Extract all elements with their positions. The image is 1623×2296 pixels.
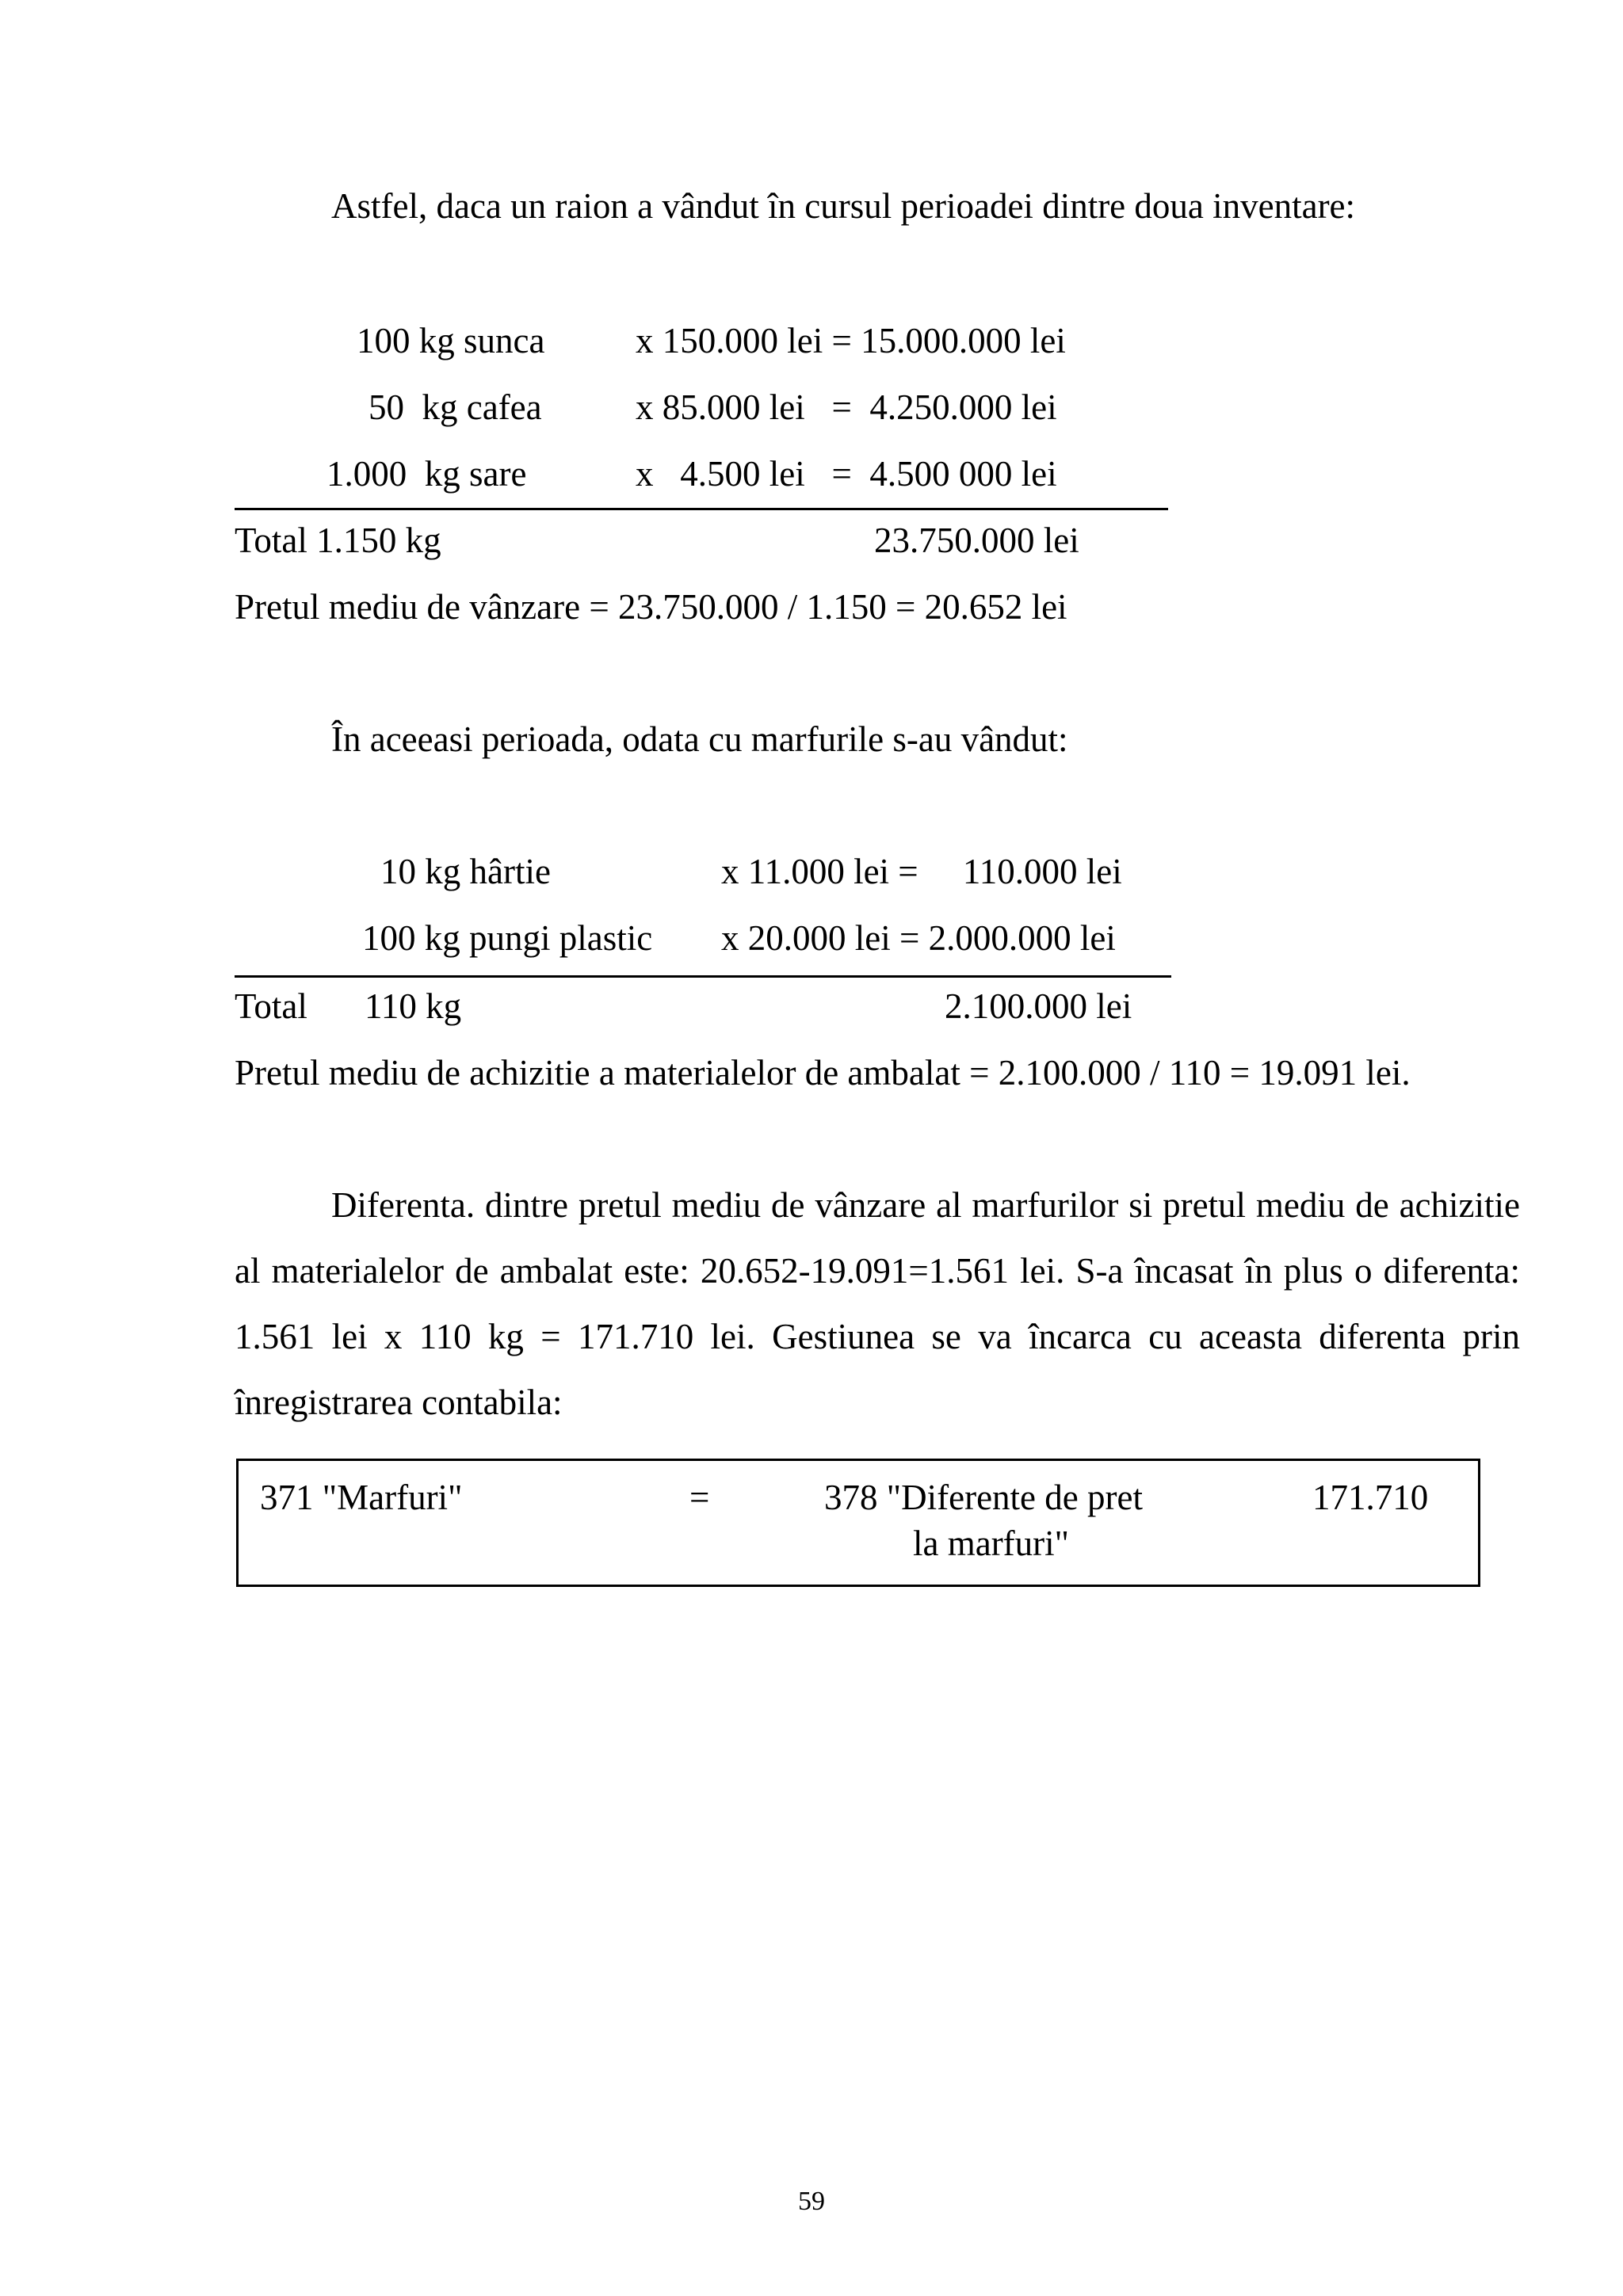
entry-amount: 171.710 [1312,1478,1429,1517]
sales-total-rule [235,508,1168,510]
average-purchase-price: Pretul mediu de achizitie a materialelor de ambalat = 2.100.000 / 110 = 19.091 lei. [235,1053,1411,1093]
packaging-item-calc: x 11.000 lei = 110.000 lei [721,852,1122,891]
sales-item-qty: 100 kg sunca [357,321,545,360]
packaging-total-rule [235,975,1171,978]
sales-total-value: 23.750.000 lei [874,521,1079,560]
explanation-paragraph [235,1173,1520,1436]
average-sale-price: Pretul mediu de vânzare = 23.750.000 / 1.150 = 20.652 lei [235,587,1067,627]
sales-item-calc: x 85.000 lei = 4.250.000 lei [636,387,1057,427]
sales-item-qty: 1.000 kg sare [327,454,527,494]
packaging-total-qty: 110 kg [365,986,462,1026]
sales-item-calc: x 150.000 lei = 15.000.000 lei [636,321,1066,360]
entry-equals-sign: = [689,1478,710,1517]
entry-debit-account: 371 "Marfuri" [260,1478,463,1517]
packaging-intro: În aceeasi perioada, odata cu marfurile s-au vândut: [331,719,1068,759]
intro-sentence: Astfel, daca un raion a vândut în cursul perioadei dintre doua inventare: [331,186,1356,226]
sales-total-label: Total 1.150 kg [235,521,441,560]
explanation-text: Diferenta. dintre pretul mediu de vânzare al marfurilor si pretul mediu de achizitie al materialelor de ambalat este: 20.652-19.091=1.561 lei. S-a încasat în plus o diferenta: 1.561 lei x 110 kg = 171.710 lei. Gestiunea se va încarca cu aceasta diferenta prin înregistrarea contabila: [235,1185,1520,1422]
packaging-item-calc: x 20.000 lei = 2.000.000 lei [721,918,1116,958]
packaging-total-label: Total [235,986,307,1026]
entry-credit-account-cont: la marfuri" [913,1524,1070,1563]
entry-credit-account: 378 "Diferente de pret [824,1478,1143,1517]
sales-item-qty: 50 kg cafea [369,387,542,427]
sales-item-calc: x 4.500 lei = 4.500 000 lei [636,454,1057,494]
packaging-item-qty: 10 kg hârtie [380,852,551,891]
page-number: 59 [798,2187,825,2216]
packaging-total-value: 2.100.000 lei [945,986,1132,1026]
packaging-item-qty: 100 kg pungi plastic [362,918,653,958]
